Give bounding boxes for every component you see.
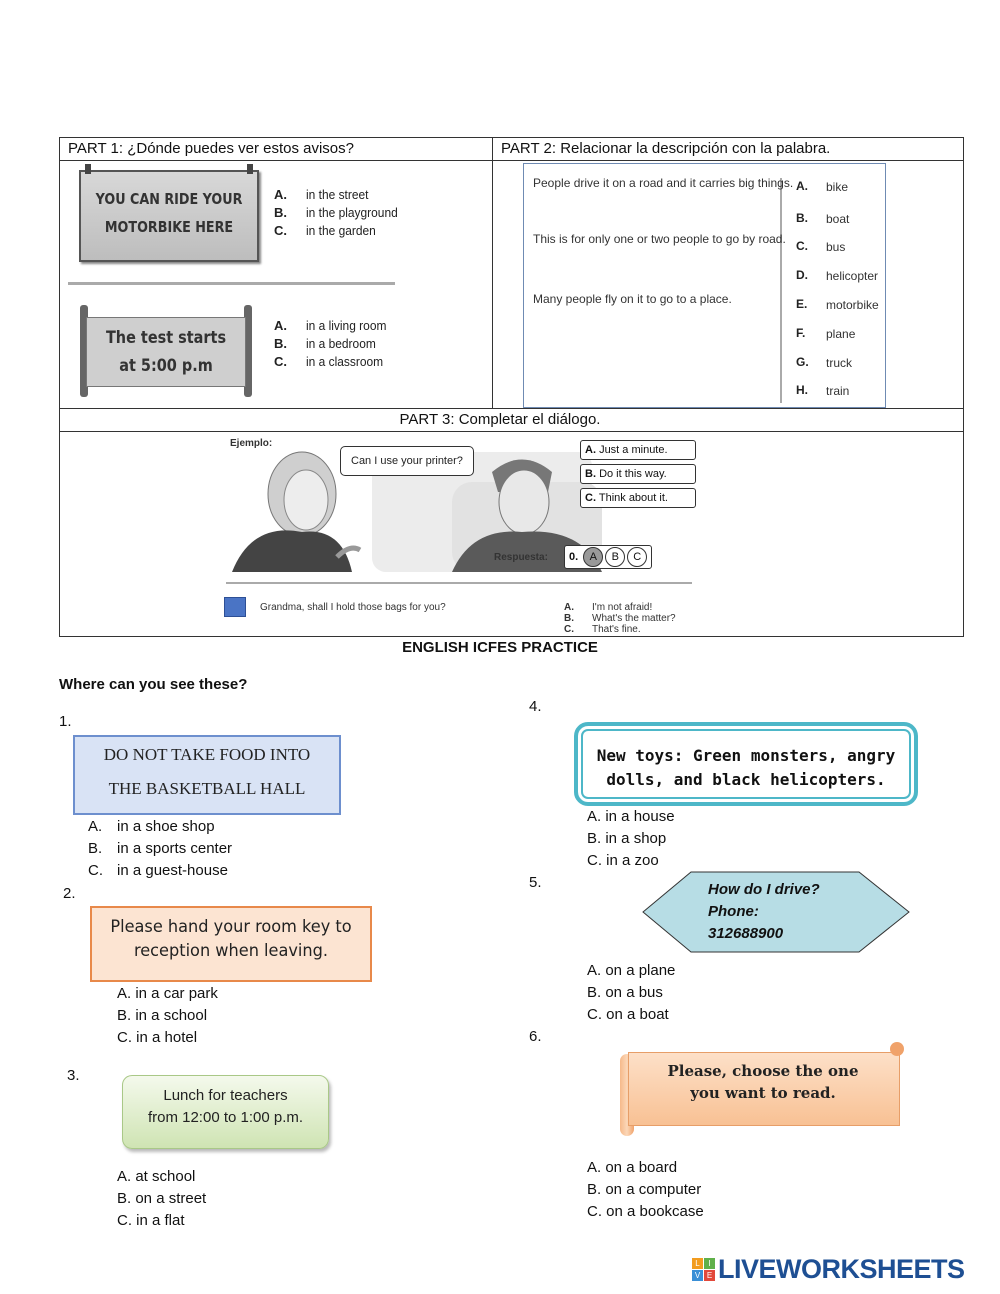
question-text: Grandma, shall I hold those bags for you?: [260, 602, 446, 613]
question-number: 6.: [529, 1028, 542, 1045]
answer-option[interactable]: C. in a hotel: [117, 1029, 198, 1046]
answer-square[interactable]: [224, 597, 246, 617]
sign-line: MOTORBIKE HERE: [104, 218, 234, 236]
option-letter: B.: [564, 613, 574, 624]
answer-circle-c: C: [627, 547, 647, 567]
answer-option[interactable]: C. on a bookcase: [587, 1203, 704, 1220]
section-subtitle: Where can you see these?: [59, 676, 248, 693]
table-divider: [59, 160, 963, 161]
sign-line: at 5:00 p.m: [119, 356, 213, 376]
answer-option[interactable]: C. in a flat: [117, 1212, 185, 1229]
matching-box: [523, 163, 886, 408]
word-letter: D.: [796, 268, 808, 282]
answer-option[interactable]: in a shoe shop: [117, 818, 215, 835]
sign-line: Please, choose the one: [667, 1062, 859, 1080]
option-letter: B.: [274, 205, 287, 220]
dialogue-illustration: [222, 432, 692, 637]
word: bus: [826, 240, 846, 254]
answer-label: Respuesta:: [494, 552, 548, 563]
word: truck: [826, 356, 853, 370]
answer-option[interactable]: A. in a car park: [117, 985, 218, 1002]
word: boat: [826, 212, 850, 226]
answer-option[interactable]: B. in a shop: [587, 830, 667, 847]
question-number: 3.: [67, 1067, 80, 1084]
matching-divider: [780, 178, 782, 403]
answer-option[interactable]: in a sports center: [117, 840, 233, 857]
logo-cube: I: [704, 1258, 715, 1269]
sign-line: Phone:: [708, 903, 759, 920]
description-1: People drive it on a road and it carries big things.: [533, 176, 794, 190]
page-title: ENGLISH ICFES PRACTICE: [402, 639, 598, 656]
description-2: This is for only one or two people to go by road.: [533, 232, 786, 246]
example-option: [580, 488, 696, 508]
option-letter: A.: [274, 187, 287, 202]
answer-option[interactable]: A. in a house: [587, 808, 675, 825]
sign-line: YOU CAN RIDE YOUR: [95, 190, 243, 208]
question-number: 2.: [63, 885, 76, 902]
answer-option[interactable]: B. on a street: [117, 1190, 207, 1207]
word-letter: G.: [796, 355, 809, 369]
part3-header: PART 3: Completar el diálogo.: [399, 411, 601, 428]
answer-box: [564, 545, 652, 569]
option-letter: B.: [88, 840, 103, 857]
answer-option[interactable]: B. in a school: [117, 1007, 208, 1024]
question-number: 1.: [59, 713, 72, 730]
toys-sign: [574, 722, 918, 806]
option-letter: C.: [88, 862, 103, 879]
logo-cube: V: [692, 1270, 703, 1281]
sign-line: you want to read.: [690, 1084, 836, 1102]
word-letter: A.: [796, 179, 808, 193]
option-text: Think about it.: [598, 492, 668, 504]
word: train: [826, 384, 850, 398]
option-letter: B.: [585, 468, 596, 480]
sign-line: reception when leaving.: [133, 941, 329, 961]
sign-line: Lunch for teachers: [163, 1087, 288, 1104]
room-key-sign: [90, 906, 372, 982]
table-divider: [59, 408, 963, 409]
sign-line: 312688900: [708, 925, 784, 942]
question-number: 4.: [529, 698, 542, 715]
option-letter: A.: [88, 818, 103, 835]
answer-option[interactable]: B. on a bus: [587, 984, 663, 1001]
word-letter: E.: [796, 297, 808, 311]
option-text: in a classroom: [306, 354, 384, 369]
sign-line: THE BASKETBALL HALL: [108, 779, 306, 798]
option-text: Do it this way.: [599, 468, 667, 480]
question-number: 5.: [529, 874, 542, 891]
answer-option[interactable]: C. on a boat: [587, 1006, 669, 1023]
sign-line: The test starts: [105, 328, 227, 348]
description-3: Many people fly on it to go to a place.: [533, 292, 732, 306]
drive-sign: [708, 879, 820, 945]
sign-line: dolls, and black helicopters.: [606, 770, 886, 789]
separator-line: [68, 282, 395, 285]
food-sign: [73, 735, 341, 815]
word: plane: [826, 327, 856, 341]
answer-option[interactable]: in a guest-house: [117, 862, 228, 879]
option-letter: A.: [274, 318, 287, 333]
sign-line: DO NOT TAKE FOOD INTO: [103, 745, 311, 764]
sign-line: How do I drive?: [708, 881, 820, 898]
option-letter: C.: [274, 223, 287, 238]
scroll-roll-right: [890, 1042, 904, 1056]
speech-bubble: Can I use your printer?: [340, 446, 474, 476]
table-divider: [492, 137, 493, 408]
option-text: in the playground: [306, 205, 398, 220]
option-letter: C.: [585, 492, 596, 504]
option-text: I'm not afraid!: [592, 602, 653, 613]
answer-circle-b: B: [605, 547, 625, 567]
sign-line: Please hand your room key to: [110, 917, 352, 937]
option-text: in the garden: [306, 223, 376, 238]
word-letter: H.: [796, 383, 808, 397]
word-letter: B.: [796, 211, 808, 225]
option-text: That's fine.: [592, 624, 641, 635]
word: helicopter: [826, 269, 879, 283]
example-label: Ejemplo:: [230, 438, 273, 449]
answer-circle-a: A: [583, 547, 603, 567]
option-letter: B.: [274, 336, 287, 351]
part2-header: PART 2: Relacionar la descripción con la palabra.: [501, 140, 831, 157]
logo-cubes: [692, 1258, 716, 1282]
sign-line: from 12:00 to 1:00 p.m.: [147, 1109, 304, 1126]
part1-header: PART 1: ¿Dónde puedes ver estos avisos?: [68, 140, 354, 157]
answer-option[interactable]: A. on a board: [587, 1159, 678, 1176]
word-letter: F.: [796, 326, 806, 340]
example-option: [580, 464, 696, 484]
answer-number: 0.: [569, 551, 579, 563]
lunch-sign: [122, 1075, 329, 1149]
answer-option[interactable]: B. on a computer: [587, 1181, 702, 1198]
answer-option[interactable]: C. in a zoo: [587, 852, 659, 869]
option-text: in the street: [306, 187, 369, 202]
option-text: in a bedroom: [306, 336, 376, 351]
option-text: Just a minute.: [599, 444, 668, 456]
answer-option[interactable]: A. on a plane: [587, 962, 676, 979]
option-letter: C.: [274, 354, 287, 369]
test-sign: [80, 305, 252, 395]
option-letter: C.: [564, 624, 574, 635]
sign-line: New toys: Green monsters, angry: [596, 746, 896, 765]
divider-line: [226, 582, 692, 584]
option-letter: A.: [585, 444, 596, 456]
read-sign: [620, 1046, 904, 1132]
word: motorbike: [826, 298, 879, 312]
option-text: in a living room: [306, 318, 387, 333]
logo-text: LIVEWORKSHEETS: [718, 1254, 965, 1284]
logo-cube: E: [704, 1270, 715, 1281]
answer-option[interactable]: A. at school: [117, 1168, 196, 1185]
example-option: [580, 440, 696, 460]
option-letter: A.: [564, 602, 574, 613]
motorbike-sign: [79, 170, 259, 262]
word: bike: [826, 180, 849, 194]
word-letter: C.: [796, 239, 808, 253]
logo-cube: L: [692, 1258, 703, 1269]
option-text: What's the matter?: [592, 613, 676, 624]
